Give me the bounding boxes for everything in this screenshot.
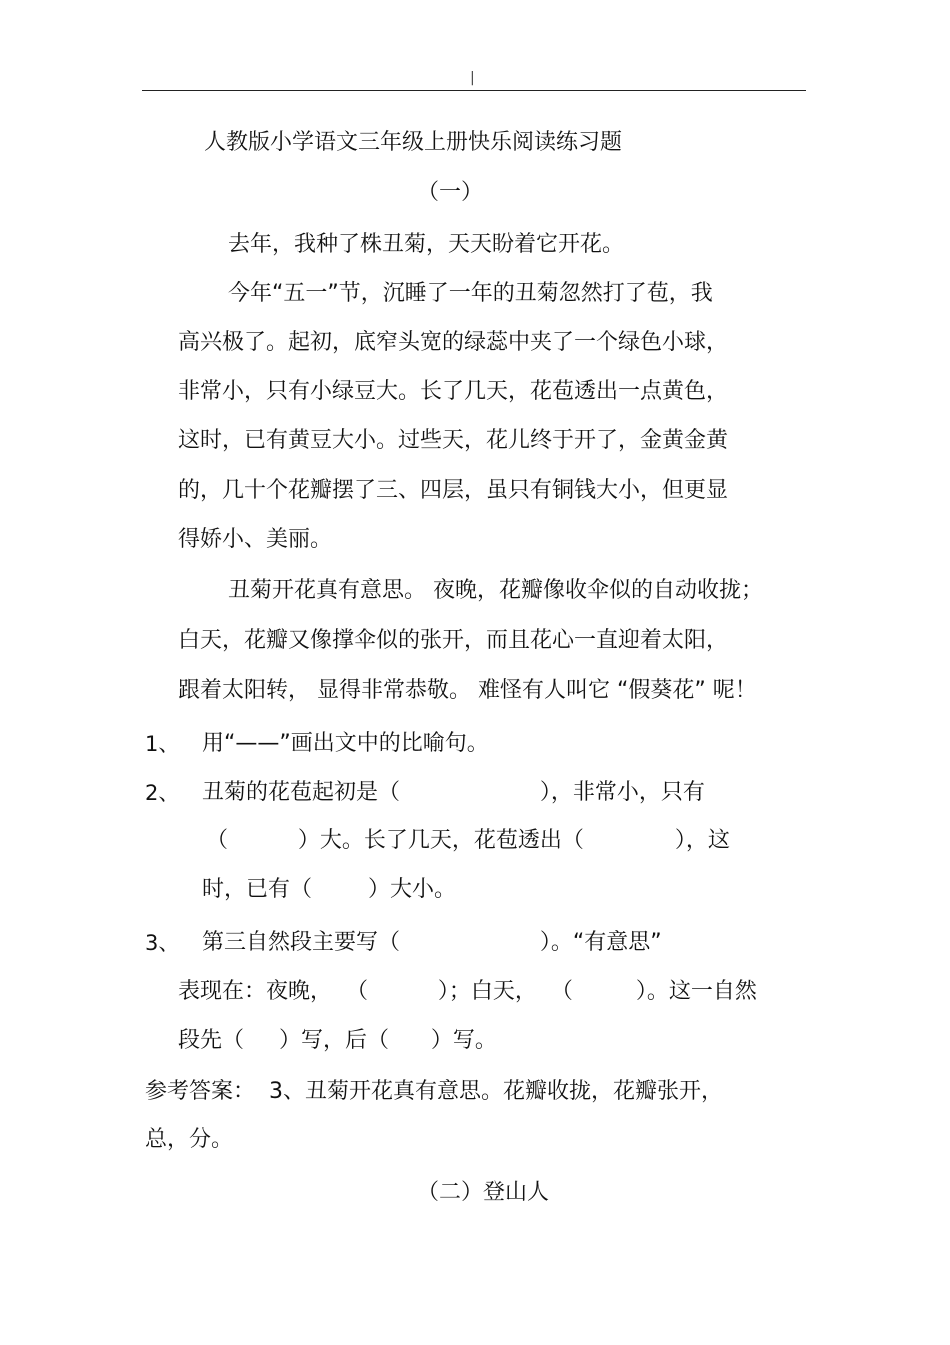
passage-line: 这时，已有黄豆大小。过些天，花儿终于开了，金黄金黄 <box>178 428 729 453</box>
answer-key: 参考答案： 3、丑菊开花真有意思。花瓣收拢，花瓣张开， <box>145 1079 723 1104</box>
question-3-text: 段先（ ）写，后（ ）写。 <box>178 1028 497 1053</box>
passage-line: 今年“五一”节，沉睡了一年的丑菊忽然打了苞，我 <box>228 281 713 306</box>
passage-line: 得娇小、美丽。 <box>178 527 333 552</box>
question-2-text: （ ）大。长了几天，花苞透出（ ），这 <box>206 828 730 853</box>
passage-line: 非常小，只有小绿豆大。长了几天，花苞透出一点黄色， <box>178 379 729 404</box>
question-2-number: 2、 <box>145 781 180 805</box>
passage-line: 去年，我种了株丑菊，天天盼着它开花。 <box>228 232 625 257</box>
passage-line: 高兴极了。起初，底窄头宽的绿蕊中夹了一个绿色小球， <box>178 330 729 355</box>
answer-key: 总，分。 <box>145 1127 234 1152</box>
question-2-text: 丑菊的花苞起初是（ ），非常小，只有 <box>202 780 705 805</box>
section-1-label: （一） <box>417 180 484 205</box>
header-mark: | <box>470 70 475 86</box>
passage-line: 的，几十个花瓣摆了三、四层，虽只有铜钱大小，但更显 <box>178 478 729 503</box>
question-1-text: 用“——”画出文中的比喻句。 <box>202 731 489 756</box>
question-3-text: 第三自然段主要写（ ）。“有意思” <box>202 930 662 955</box>
passage-line: 跟着太阳转， 显得非常恭敬。 难怪有人叫它 “假葵花” 呢！ <box>178 678 757 703</box>
section-2-title: （二）登山人 <box>417 1180 550 1205</box>
passage-line: 白天，花瓣又像撑伞似的张开，而且花心一直迎着太阳， <box>178 628 729 653</box>
question-3-number: 3、 <box>145 931 180 955</box>
passage-line: 丑菊开花真有意思。 夜晚，花瓣像收伞似的自动收拢； <box>228 578 763 603</box>
header-rule <box>142 90 806 91</box>
question-2-text: 时，已有（ ）大小。 <box>202 877 456 902</box>
question-3-text: 表现在：夜晚， （ ）；白天， （ ）。这一自然 <box>178 979 757 1004</box>
question-1-number: 1、 <box>145 732 180 756</box>
document-title: 人教版小学语文三年级上册快乐阅读练习题 <box>204 130 623 155</box>
